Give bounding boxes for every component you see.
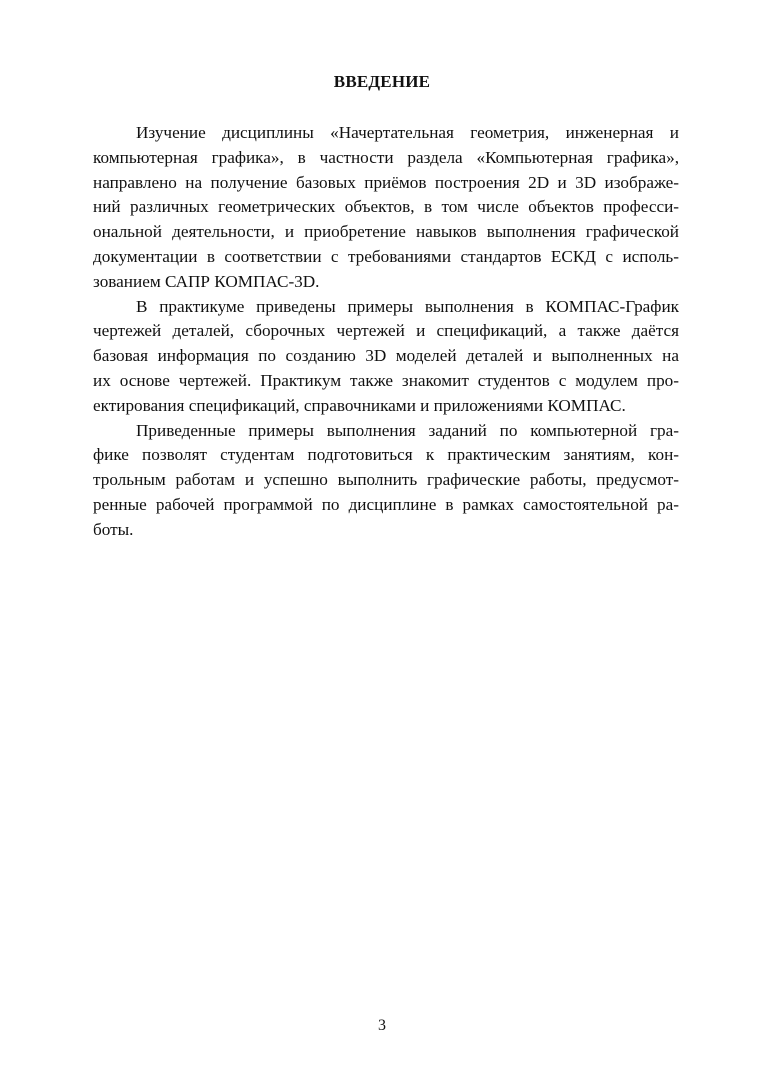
text-line: зованием САПР КОМПАС-3D. [93,271,320,291]
text-line: Изучение дисциплины «Начертательная геометрия, инженерная и [136,123,679,142]
text-line: ектирования спецификаций, справочниками и приложениями КОМПАС. [93,395,626,415]
page-number: 3 [378,1017,386,1034]
text-line: ональной деятельности, и приобретение навыков выполнения графической [93,222,679,242]
text-line: ний различных геометрических объектов, в том числе объектов професси- [93,197,679,217]
text-line: базовая информация по созданию 3D моделей деталей и выполненных на [93,346,679,366]
page-title: ВВЕДЕНИЕ [333,72,431,91]
text-line: ренные рабочей программой по дисциплине в рамках самостоятельной ра- [93,494,679,514]
text-line: компьютерная графика», в частности раздела «Компьютерная графика», [93,147,679,167]
text-line: их основе чертежей. Практикум также знакомит студентов с модулем про- [93,370,679,390]
text-line: боты. [93,519,134,539]
paragraph-1 [93,121,679,295]
text-line: документации в соответствии с требованиями стандартов ЕСКД с исполь- [93,246,679,266]
text-line: Приведенные примеры выполнения заданий по компьютерной гра- [136,420,679,440]
introduction-text [93,121,679,543]
text-line: В практикуме приведены примеры выполнения в КОМПАС-График [136,296,679,316]
paragraph-2 [93,295,679,419]
text-line: чертежей деталей, сборочных чертежей и спецификаций, а также даётся [93,321,679,341]
paragraph-3 [93,419,679,543]
text-line: направлено на получение базовых приёмов построения 2D и 3D изображе- [93,172,679,192]
text-line: фике позволят студентам подготовиться к практическим занятиям, кон- [93,445,679,465]
text-line: трольным работам и успешно выполнить графические работы, предусмот- [93,470,679,490]
